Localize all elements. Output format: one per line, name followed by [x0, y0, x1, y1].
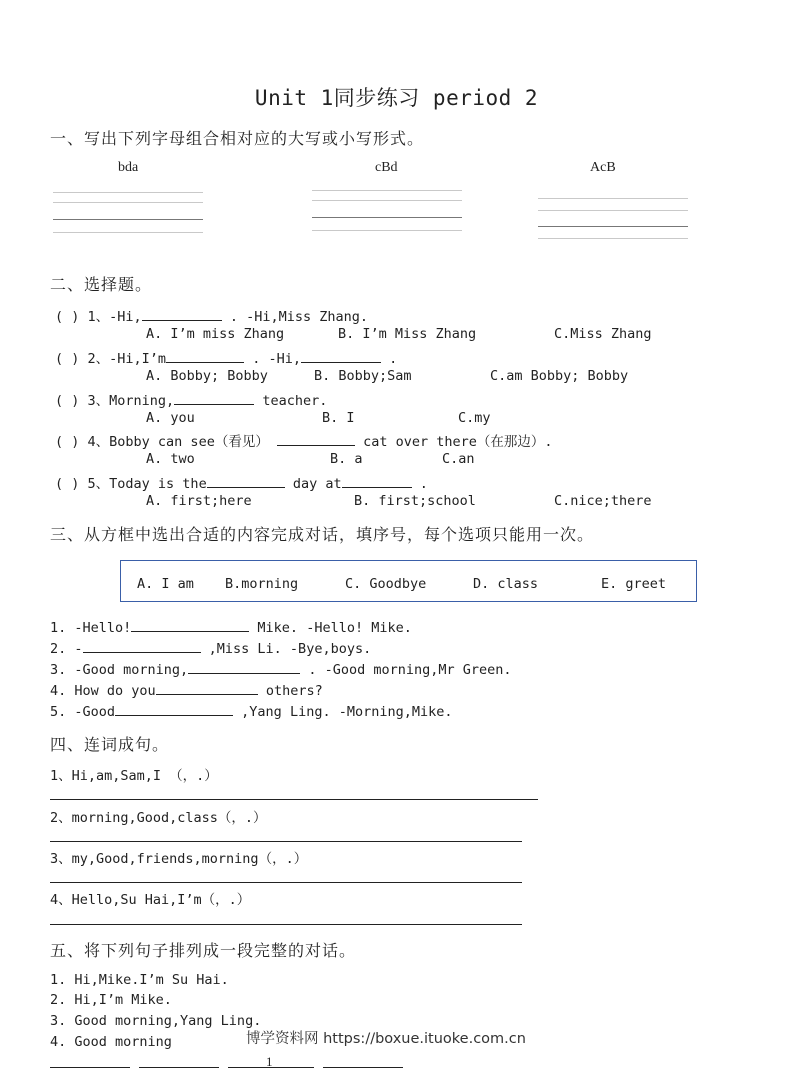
dialogue-post: ,Miss Li. -Bye,boys. [208, 641, 372, 657]
dialogue-pre: 2. - [50, 641, 83, 657]
order-item-3: 3. Good morning,Yang Ling. [50, 1013, 262, 1029]
blank[interactable] [188, 660, 300, 674]
letters-3: AcB [590, 160, 616, 175]
question-3 [55, 389, 327, 409]
q4-after: cat over there（在那边）. [363, 434, 553, 450]
q3-after: teacher. [262, 393, 328, 409]
dialogue-post: Mike. -Hello! Mike. [257, 620, 412, 636]
q1-after: . -Hi,Miss Zhang. [229, 309, 368, 325]
q5-text: 5、Today is the [87, 476, 207, 492]
blank[interactable] [166, 349, 244, 363]
section1-heading: 一、写出下列字母组合相对应的大写或小写形式。 [50, 129, 425, 148]
sentence-item-3: 3、my,Good,friends,morning（，.） [50, 851, 308, 867]
box-option-a: A. I am [137, 576, 194, 592]
answer-paren[interactable]: ( ) [55, 393, 80, 409]
order-blank-2[interactable] [139, 1067, 219, 1068]
q1-option-b: B. I’m Miss Zhang [338, 326, 477, 342]
q1-option-c: C.Miss Zhang [554, 326, 652, 342]
order-blank-4[interactable] [323, 1067, 403, 1068]
q4-option-b: B. a [330, 451, 363, 467]
question-5 [55, 472, 428, 492]
q3-option-a: A. you [146, 410, 195, 426]
dialogue-post: others? [265, 683, 323, 699]
blank[interactable] [301, 349, 381, 363]
page-number: 1 [266, 1054, 273, 1069]
q2-mid: . -Hi, [252, 351, 301, 367]
box-option-e: E. greet [601, 576, 667, 592]
dialogue-1 [50, 618, 412, 636]
order-item-1: 1. Hi,Mike.I’m Su Hai. [50, 972, 229, 988]
q5-mid: day at [292, 476, 342, 492]
section5-heading: 五、将下列句子排列成一段完整的对话。 [50, 941, 357, 960]
q4-option-c: C.an [442, 451, 475, 467]
dialogue-pre: 3. -Good morning, [50, 662, 189, 678]
q2-text: 2、-Hi,I’m [87, 351, 167, 367]
blank[interactable] [342, 474, 412, 488]
q3-option-c: C.my [458, 410, 491, 426]
dialogue-pre: 4. How do you [50, 683, 156, 699]
answer-paren[interactable]: ( ) [55, 351, 80, 367]
page-title: Unit 1同步练习 period 2 [254, 86, 539, 110]
question-2 [55, 347, 397, 367]
q5-option-c: C.nice;there [554, 493, 652, 509]
dialogue-pre: 5. -Good [50, 704, 116, 720]
q4-option-a: A. two [146, 451, 195, 467]
order-item-2: 2. Hi,I’m Mike. [50, 992, 172, 1008]
dialogue-2 [50, 639, 371, 657]
sentence-item-1: 1、Hi,am,Sam,I （，.） [50, 768, 218, 784]
answer-paren[interactable]: ( ) [55, 434, 80, 450]
blank[interactable] [142, 307, 222, 321]
q3-option-b: B. I [322, 410, 355, 426]
section2-heading: 二、选择题。 [50, 275, 153, 294]
blank[interactable] [83, 639, 201, 653]
q2-option-c: C.am Bobby; Bobby [490, 368, 629, 384]
q4-text: 4、Bobby can see（看见） [87, 434, 269, 450]
section3-heading: 三、从方框中选出合适的内容完成对话，填序号，每个选项只能用一次。 [50, 525, 595, 544]
q5-option-b: B. first;school [354, 493, 476, 509]
q5-after: . [419, 476, 428, 492]
dialogue-3 [50, 660, 512, 678]
letters-2: cBd [375, 160, 398, 175]
watermark: 博学资料网 https://boxue.ituoke.com.cn [246, 1031, 526, 1047]
section4-heading: 四、连词成句。 [50, 735, 170, 754]
box-option-b: B.morning [225, 576, 299, 592]
blank[interactable] [156, 681, 258, 695]
blank[interactable] [174, 391, 254, 405]
q2-option-b: B. Bobby;Sam [314, 368, 412, 384]
dialogue-pre: 1. -Hello! [50, 620, 132, 636]
answer-line-1[interactable] [50, 799, 538, 800]
order-blank-3[interactable] [228, 1067, 314, 1068]
blank[interactable] [131, 618, 249, 632]
answer-paren[interactable]: ( ) [55, 476, 80, 492]
sentence-item-4: 4、Hello,Su Hai,I’m（，.） [50, 892, 251, 908]
order-blank-1[interactable] [50, 1067, 130, 1068]
answer-line-3[interactable] [50, 882, 522, 883]
sentence-item-2: 2、morning,Good,class（，.） [50, 810, 267, 826]
answer-paren[interactable]: ( ) [55, 309, 80, 325]
dialogue-post: . -Good morning,Mr Green. [308, 662, 512, 678]
answer-line-4[interactable] [50, 924, 522, 925]
blank[interactable] [277, 432, 355, 446]
box-option-c: C. Goodbye [345, 576, 427, 592]
letters-1: bda [118, 160, 139, 175]
q3-text: 3、Morning, [87, 393, 175, 409]
dialogue-post: ,Yang Ling. -Morning,Mike. [241, 704, 453, 720]
blank[interactable] [207, 474, 285, 488]
q1-text: 1、-Hi, [87, 309, 142, 325]
q2-option-a: A. Bobby; Bobby [146, 368, 268, 384]
answer-line-2[interactable] [50, 841, 522, 842]
order-item-4: 4. Good morning [50, 1034, 172, 1050]
question-4 [55, 430, 553, 450]
box-option-d: D. class [473, 576, 539, 592]
q5-option-a: A. first;here [146, 493, 252, 509]
blank[interactable] [115, 702, 233, 716]
question-1 [55, 305, 368, 325]
q1-option-a: A. I’m miss Zhang [146, 326, 285, 342]
dialogue-4 [50, 681, 323, 699]
dialogue-5 [50, 702, 453, 720]
q2-after: . [389, 351, 398, 367]
